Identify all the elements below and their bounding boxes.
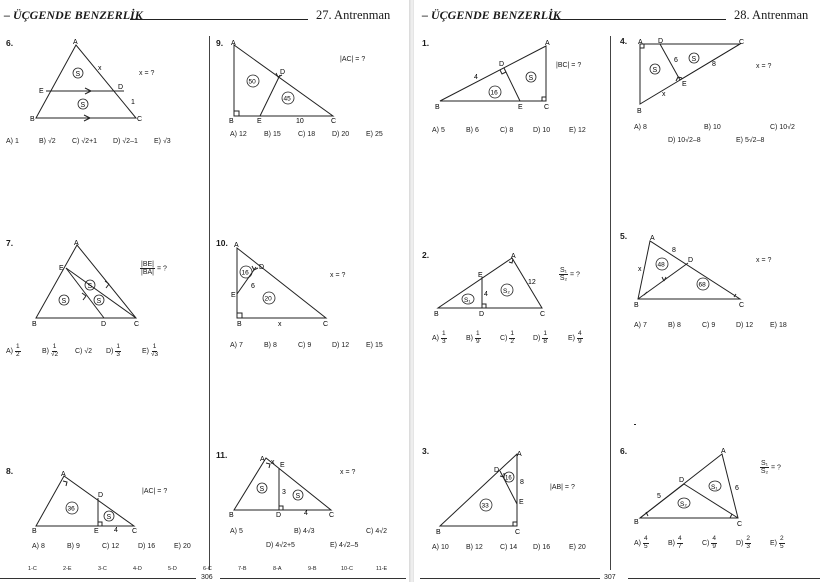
- point-d: D: [118, 84, 124, 91]
- vertex-a: A: [650, 235, 655, 242]
- question-9: [216, 38, 406, 148]
- question-r4: [620, 36, 825, 154]
- question-number: 11.: [216, 450, 228, 460]
- options-q8: [32, 543, 207, 555]
- label-33: 33: [481, 502, 489, 510]
- question-prompt: [140, 261, 167, 277]
- figure-q8: [6, 466, 206, 541]
- question-number: 10.: [216, 238, 228, 248]
- option-b[interactable]: B) 8: [668, 322, 681, 329]
- answer-6: 6-C: [203, 566, 212, 572]
- option-d[interactable]: D) √2–1: [113, 138, 138, 145]
- hint-note: [634, 420, 824, 429]
- question-number: 3.: [422, 446, 430, 456]
- answer-10: 10-C: [341, 566, 353, 572]
- left-footer-rule: [0, 578, 196, 579]
- vertex-b: B: [436, 529, 441, 536]
- label-s2: S: [295, 493, 301, 500]
- label-s1: S: [61, 298, 67, 305]
- option-a[interactable]: A) $\frac{4}{5}$: [634, 535, 648, 550]
- option-e[interactable]: E) 25: [366, 131, 383, 138]
- label-x: x: [662, 91, 666, 98]
- option-c[interactable]: C) $\frac{4}{9}$: [702, 535, 716, 550]
- point-d: D: [679, 477, 685, 484]
- point-d: D: [280, 69, 286, 76]
- label-6: 6: [735, 485, 739, 492]
- options-r6: [634, 536, 824, 558]
- vertex-c: C: [515, 529, 521, 536]
- prompt-tail: = ?: [569, 271, 580, 279]
- option-b[interactable]: B) 4√3: [294, 528, 315, 535]
- point-e: E: [231, 292, 236, 299]
- prompt-tail: = ?: [770, 464, 781, 472]
- vertex-a: A: [73, 39, 78, 46]
- ratio-numerator: |BE|: [141, 261, 154, 268]
- ratio-numerator: S₁: [560, 267, 568, 274]
- label-x: x: [278, 321, 282, 328]
- option-a[interactable]: A) 10: [432, 544, 449, 551]
- option-c[interactable]: C) $\frac{1}{2}$: [500, 330, 514, 345]
- option-d[interactable]: D) 16: [138, 543, 156, 550]
- figure-r2: [422, 250, 607, 325]
- right-column-divider: [610, 36, 611, 570]
- vertex-b: B: [634, 519, 639, 526]
- vertex-a: A: [517, 451, 522, 458]
- answer-5: 5-D: [168, 566, 177, 572]
- option-a[interactable]: A) 5: [230, 528, 243, 535]
- vertex-c: C: [540, 311, 546, 318]
- right-header: [414, 8, 828, 28]
- label-8: 8: [520, 479, 524, 486]
- question-number: 6.: [6, 38, 14, 48]
- label-s1: S₁: [464, 297, 471, 304]
- ratio-denominator: |BA|: [141, 269, 154, 277]
- label-48: 48: [657, 261, 665, 269]
- question-10: [216, 238, 406, 358]
- option-b[interactable]: B) $\frac{1}{9}$: [466, 330, 480, 345]
- point-e: E: [39, 88, 44, 95]
- answer-11: 11-E: [376, 566, 388, 572]
- label-20: 20: [264, 295, 272, 303]
- option-d[interactable]: D) 16: [533, 544, 551, 551]
- label-s2: S: [80, 102, 86, 109]
- figure-r4: [620, 36, 825, 118]
- label-x: x: [271, 459, 275, 466]
- label-s2: S₂: [680, 501, 687, 508]
- label-s1: S: [652, 67, 658, 74]
- label-s1: S: [259, 486, 265, 493]
- option-a[interactable]: A) 5: [432, 127, 445, 134]
- option-e[interactable]: E) √3: [154, 138, 171, 145]
- question-prompt: x = ?: [340, 469, 356, 476]
- option-a[interactable]: A) 7: [634, 322, 647, 329]
- left-header-title: – ÜÇGENDE BENZERLİK: [4, 8, 143, 22]
- option-c[interactable]: C) 10√2: [770, 124, 795, 131]
- question-number: 9.: [216, 38, 224, 48]
- point-d: D: [494, 467, 500, 474]
- point-d: D: [101, 321, 107, 328]
- option-d[interactable]: D) 4√2+5: [266, 542, 295, 549]
- label-4: 4: [484, 291, 488, 298]
- right-footer-rule: [420, 578, 600, 579]
- vertex-a: A: [234, 242, 239, 249]
- question-number: 7.: [6, 238, 14, 248]
- question-number: 8.: [6, 466, 14, 476]
- triangle-abc: [36, 45, 136, 118]
- options-q10: [230, 342, 405, 354]
- figure-q9: [216, 38, 406, 138]
- segment-ce: [680, 44, 740, 80]
- answer-4: 4-D: [133, 566, 142, 572]
- option-b[interactable]: B) $\frac{1}{√2}$: [42, 343, 59, 358]
- option-c[interactable]: C) √2+1: [72, 138, 98, 145]
- figure-q6: [6, 38, 206, 138]
- option-c[interactable]: C) 8: [500, 127, 514, 134]
- vertex-c: C: [132, 528, 138, 535]
- option-e[interactable]: E) 18: [770, 322, 787, 329]
- vertex-a: A: [260, 456, 265, 463]
- option-a[interactable]: A) 8: [32, 543, 45, 550]
- options-q7: [6, 344, 206, 366]
- options-r5: [634, 322, 824, 334]
- option-b[interactable]: B) $\frac{4}{7}$: [668, 535, 682, 550]
- point-e: E: [518, 104, 523, 111]
- label-4: 4: [474, 74, 478, 81]
- option-c[interactable]: C) 18: [298, 131, 316, 138]
- label-4: 4: [304, 510, 308, 517]
- option-d[interactable]: D) 20: [332, 131, 350, 138]
- options-r3: [432, 544, 607, 556]
- option-d[interactable]: D) 10: [533, 127, 551, 134]
- figure-q7: [6, 238, 206, 333]
- option-a[interactable]: A) 8: [634, 124, 647, 131]
- vertex-a: A: [545, 40, 550, 47]
- option-b[interactable]: B) 6: [466, 127, 479, 134]
- vertex-c: C: [329, 512, 335, 519]
- question-8: [6, 466, 206, 556]
- option-e[interactable]: E) $\frac{4}{9}$: [568, 330, 582, 345]
- point-d: D: [98, 492, 104, 499]
- option-d[interactable]: D) 10√2–8: [668, 137, 701, 144]
- label-s: S: [528, 75, 534, 82]
- vertex-c: C: [331, 118, 337, 125]
- label-1: 1: [131, 99, 135, 106]
- question-prompt: x = ?: [756, 257, 772, 264]
- option-e[interactable]: E) $\frac{2}{5}$: [770, 535, 784, 550]
- option-b[interactable]: B) 10: [704, 124, 721, 131]
- option-d[interactable]: D) 12: [736, 322, 754, 329]
- options-r2: [432, 331, 607, 353]
- left-column-divider: [209, 36, 210, 570]
- right-page: [414, 0, 828, 582]
- figure-r3: [422, 446, 607, 538]
- vertex-b: B: [434, 311, 439, 318]
- vertex-b: B: [229, 512, 234, 519]
- option-c[interactable]: C) 4√2: [366, 528, 387, 535]
- label-3: 3: [282, 489, 286, 496]
- triangle-abc: [438, 258, 542, 308]
- vertex-c: C: [323, 321, 329, 328]
- question-number: 6.: [620, 446, 628, 456]
- options-r4: [634, 124, 824, 152]
- option-d[interactable]: D) $\frac{1}{8}$: [533, 330, 547, 345]
- left-page-number: 306: [201, 574, 213, 581]
- vertex-b: B: [32, 528, 37, 535]
- answer-7: 7-B: [238, 566, 247, 572]
- vertex-a: A: [231, 40, 236, 47]
- right-section-title: 28. Antrenman: [734, 8, 809, 22]
- vertex-b: B: [637, 108, 642, 115]
- label-45: 45: [283, 95, 291, 103]
- question-prompt: x = ?: [139, 70, 155, 77]
- option-c[interactable]: C) 14: [500, 544, 518, 551]
- vertex-c: C: [737, 521, 743, 528]
- point-d: D: [688, 257, 694, 264]
- left-header-rule: [130, 19, 308, 20]
- vertex-c: C: [739, 39, 745, 46]
- question-prompt: |AC| = ?: [340, 56, 366, 63]
- option-c[interactable]: C) √2: [75, 348, 93, 355]
- vertex-b: B: [435, 104, 440, 111]
- label-s1: S: [75, 71, 81, 78]
- left-section-title: 27. Antrenman: [316, 8, 391, 22]
- label-5: 5: [657, 493, 661, 500]
- vertex-c: C: [134, 321, 140, 328]
- answer-1: 1-C: [28, 566, 37, 572]
- option-c[interactable]: C) 9: [298, 342, 312, 349]
- question-prompt: [559, 267, 580, 283]
- question-6: [6, 38, 206, 158]
- vertex-a: A: [74, 240, 79, 247]
- question-prompt: [760, 460, 781, 476]
- segment-ec: [66, 268, 136, 318]
- label-16: 16: [505, 475, 512, 482]
- option-a[interactable]: A) 7: [230, 342, 243, 349]
- option-e[interactable]: E) 20: [569, 544, 586, 551]
- ratio-numerator: S₁: [761, 460, 769, 467]
- option-c[interactable]: C) 9: [702, 322, 716, 329]
- label-s2: S: [87, 283, 93, 290]
- label-36: 36: [67, 505, 75, 513]
- point-e: E: [519, 499, 524, 506]
- vertex-b: B: [32, 321, 37, 328]
- question-prompt: |AC| = ?: [142, 488, 168, 495]
- vertex-a: A: [61, 471, 66, 478]
- question-11: [216, 450, 406, 560]
- point-d: D: [479, 311, 485, 318]
- point-e: E: [257, 118, 262, 125]
- option-a[interactable]: A) 1: [6, 138, 19, 145]
- right-header-rule: [550, 19, 726, 20]
- figure-r1: [422, 38, 607, 118]
- segment-de: [504, 68, 520, 101]
- option-d[interactable]: D) $\frac{1}{3}$: [106, 343, 120, 358]
- option-a[interactable]: A) $\frac{1}{3}$: [432, 330, 446, 345]
- label-x: x: [98, 65, 102, 72]
- label-16: 16: [241, 269, 249, 277]
- ratio-denominator: S₂: [760, 468, 769, 476]
- segment-de: [260, 75, 280, 116]
- options-q6: [6, 138, 206, 150]
- option-d[interactable]: D) 12: [332, 342, 350, 349]
- option-b[interactable]: B) 9: [67, 543, 80, 550]
- option-e[interactable]: E) 20: [174, 543, 191, 550]
- question-number: 5.: [620, 231, 628, 241]
- point-d: D: [276, 512, 282, 519]
- question-r2: [422, 250, 607, 360]
- triangle-abc: [638, 241, 740, 299]
- label-50: 50: [248, 78, 256, 86]
- figure-r5: [620, 231, 825, 309]
- option-b[interactable]: B) 15: [264, 131, 281, 138]
- vertex-a: A: [511, 253, 516, 260]
- label-68: 68: [698, 281, 706, 289]
- point-e: E: [280, 462, 285, 469]
- segment-ed: [66, 268, 104, 318]
- hint-fraction: [634, 424, 636, 425]
- option-a[interactable]: A) 12: [230, 131, 247, 138]
- options-q9: [230, 131, 405, 143]
- question-r3: [422, 446, 607, 558]
- label-6: 6: [674, 57, 678, 64]
- label-x: x: [638, 266, 642, 273]
- point-e: E: [94, 528, 99, 535]
- option-e[interactable]: E) 5√2–8: [736, 137, 765, 144]
- right-footer-rule-2: [628, 578, 820, 579]
- right-page-number: 307: [604, 574, 616, 581]
- figure-q11: [216, 450, 406, 522]
- vertex-a: A: [721, 448, 726, 455]
- question-r5: [620, 231, 825, 331]
- vertex-b: B: [634, 302, 639, 309]
- question-number: 1.: [422, 38, 430, 48]
- left-footer-rule-2: [220, 578, 406, 579]
- option-a[interactable]: A) $\frac{1}{2}$: [6, 343, 20, 358]
- question-r6: [620, 446, 825, 561]
- label-8: 8: [712, 61, 716, 68]
- question-7: [6, 238, 206, 378]
- point-d: D: [259, 264, 265, 271]
- option-c[interactable]: C) 12: [102, 543, 120, 550]
- triangle-abc: [440, 454, 517, 526]
- option-b[interactable]: B) √2: [39, 138, 56, 145]
- answer-9: 9-B: [308, 566, 317, 572]
- answer-3: 3-C: [98, 566, 107, 572]
- option-d[interactable]: D) $\frac{2}{3}$: [736, 535, 750, 550]
- option-e[interactable]: E) 12: [569, 127, 586, 134]
- answer-2: 2-E: [63, 566, 72, 572]
- options-r1: [432, 127, 607, 139]
- ratio-denominator: S₂: [559, 275, 568, 283]
- label-s2: S: [691, 56, 697, 63]
- figure-q10: [216, 238, 406, 333]
- triangle-abc: [36, 476, 134, 526]
- label-s1: S₁: [711, 484, 718, 491]
- option-e[interactable]: E) 4√2–5: [330, 542, 359, 549]
- question-number: 2.: [422, 250, 430, 260]
- vertex-c: C: [739, 302, 745, 309]
- vertex-b: B: [237, 321, 242, 328]
- left-header: [0, 8, 410, 28]
- point-d: D: [499, 61, 505, 68]
- point-e: E: [478, 272, 483, 279]
- figure-r6: [620, 446, 825, 534]
- right-header-title: – ÜÇGENDE BENZERLİK: [422, 8, 561, 22]
- option-b[interactable]: B) 12: [466, 544, 483, 551]
- option-e[interactable]: E) 15: [366, 342, 383, 349]
- options-q11: [230, 528, 405, 556]
- label-4: 4: [114, 527, 118, 534]
- label-12: 12: [528, 279, 536, 286]
- label-s3: S: [96, 298, 102, 305]
- left-page: [0, 0, 410, 582]
- vertex-b: B: [30, 116, 35, 123]
- vertex-c: C: [544, 104, 550, 111]
- vertex-b: B: [229, 118, 234, 125]
- point-e: E: [59, 265, 64, 272]
- point-e: E: [682, 81, 687, 88]
- question-r1: [422, 38, 607, 148]
- label-8: 8: [672, 247, 676, 254]
- option-e[interactable]: E) $\frac{1}{√3}$: [142, 343, 159, 358]
- answer-8: 8-A: [273, 566, 282, 572]
- label-6: 6: [251, 283, 255, 290]
- label-s: S: [106, 514, 112, 521]
- option-b[interactable]: B) 8: [264, 342, 277, 349]
- label-16: 16: [490, 89, 498, 97]
- question-number: 4.: [620, 36, 628, 46]
- question-prompt: x = ?: [756, 63, 772, 70]
- vertex-a: A: [638, 39, 643, 46]
- label-10: 10: [296, 118, 304, 125]
- label-s2: S₂: [503, 288, 510, 295]
- point-d: D: [658, 38, 664, 45]
- vertex-c: C: [137, 116, 143, 123]
- question-prompt: |AB| = ?: [550, 484, 575, 491]
- question-prompt: x = ?: [330, 272, 346, 279]
- prompt-tail: = ?: [156, 265, 167, 273]
- question-prompt: |BC| = ?: [556, 62, 582, 69]
